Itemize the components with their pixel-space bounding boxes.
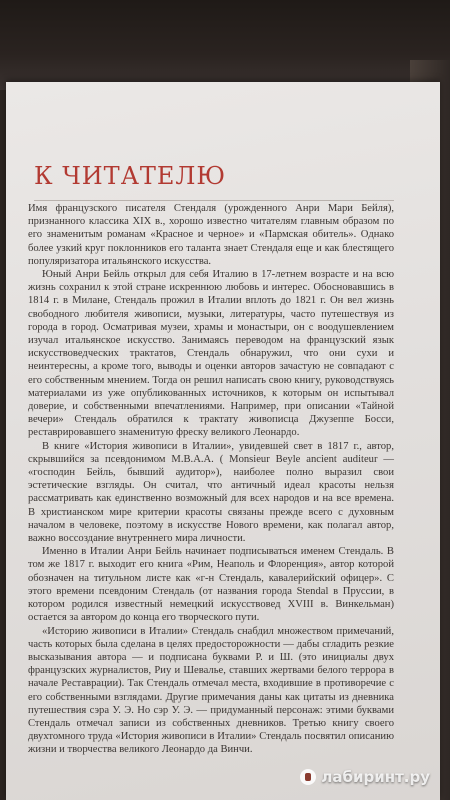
- paragraph: «Историю живописи в Италии» Стендаль снабдил множеством примечаний, часть которых была сделана в целях предосторожности — дабы сгладить резкие высказывания автора — и подписана буквами Р. и Ш. (это инициалы двух французских журналистов, Риу и Шевалье, ставших жертвами белого террора в начале Реставрации). Так Стендаль отмечал места, входившие в противоречие с его собственными взглядами. Другие примечания даны как цитаты из дневника путешествия сэра У. Э. Но сэр У. Э. — придуманный персонаж: этими буквами Стендаль отмечал записи из собственных дневников. Третью книгу своего двухтомного труда «История живописи в Италии» Стендаль посвятил описанию жизни и творчества великого Леонардо да Винчи.: [28, 625, 394, 756]
- paragraph: Имя французского писателя Стендаля (урожденного Анри Мари Бейля), признанного классика XIX в., хорошо известно читателям главным образом по его знаменитым романам «Красное и черное» и «Пармская обитель». Однако более узкий круг поклонников его таланта знает Стендаля еще и как блестящего популяризатора итальянского искусства.: [28, 203, 394, 267]
- watermark: [300, 768, 430, 786]
- heading-rule: [34, 200, 394, 201]
- body-text: [28, 202, 394, 757]
- page-heading: К ЧИТАТЕЛЮ: [34, 162, 227, 190]
- paragraph: Юный Анри Бейль открыл для себя Италию в 17-летнем возрасте и на всю жизнь сохранил к этой стране искреннюю любовь и интерес. Обосновавшись в 1814 г. в Милане, Стендаль прожил в Италии вплоть до 1821 г. Он вел жизнь свободного любителя живописи, музыки, литературы, часто путешествуя из города в город. Осматривая музеи, храмы и монастыри, он с воодушевлением изучал итальянское искусство. Занимаясь переводом на французский язык искусствоведческих трактатов, Стендаль обнаружил, что они сухи и неинтересны, а кроме того, выводы и оценки авторов зачастую не совпадают с его собственным мнением. Тогда он решил написать свою книгу, руководствуясь материалами из уже опубликованных источников, к которым он испытывал доверие, и собственными впечатлениями. Например, при описании «Тайной вечери» Стендаль обратился к трактату живописца Джузеппе Босси, реставрировавшего знаменитую фреску великого Леонардо.: [28, 269, 394, 439]
- paragraph: В книге «История живописи в Италии», увидевшей свет в 1817 г., автор, скрывшийся за псевдонимом М.B.A.A. ( Monsieur Beyle ancient auditeur — «господин Бейль, бывший аудитор»), наиболее полно выразил свои эстетические взгляды. Он считал, что античный идеал красоты нельзя рассматривать как единственно возможный для всех народов и на все времена. В христианском мире критерии красоты связаны прежде всего с духовным началом в человеке, поэтому в искусстве Нового времени, как полагал автор, важно воссоздание внутреннего мира личности.: [28, 440, 394, 545]
- book-page: [6, 82, 440, 800]
- labirint-logo-icon: [300, 769, 316, 785]
- background-dark-top: [0, 0, 450, 90]
- watermark-text: лабиринт.ру: [321, 768, 430, 786]
- paragraph: Именно в Италии Анри Бейль начинает подписываться именем Стендаль. В том же 1817 г. выходит его книга «Рим, Неаполь и Флоренция», автор которой обозначен на титульном листе как «г-н Стендаль, кавалерийский офицер». С этого времени псевдоним Стендаль (от названия города Stendal в Пруссии, в котором родился известный немецкий искусствовед XVIII в. Винкельман) остается за автором до конца его творческого пути.: [28, 546, 394, 624]
